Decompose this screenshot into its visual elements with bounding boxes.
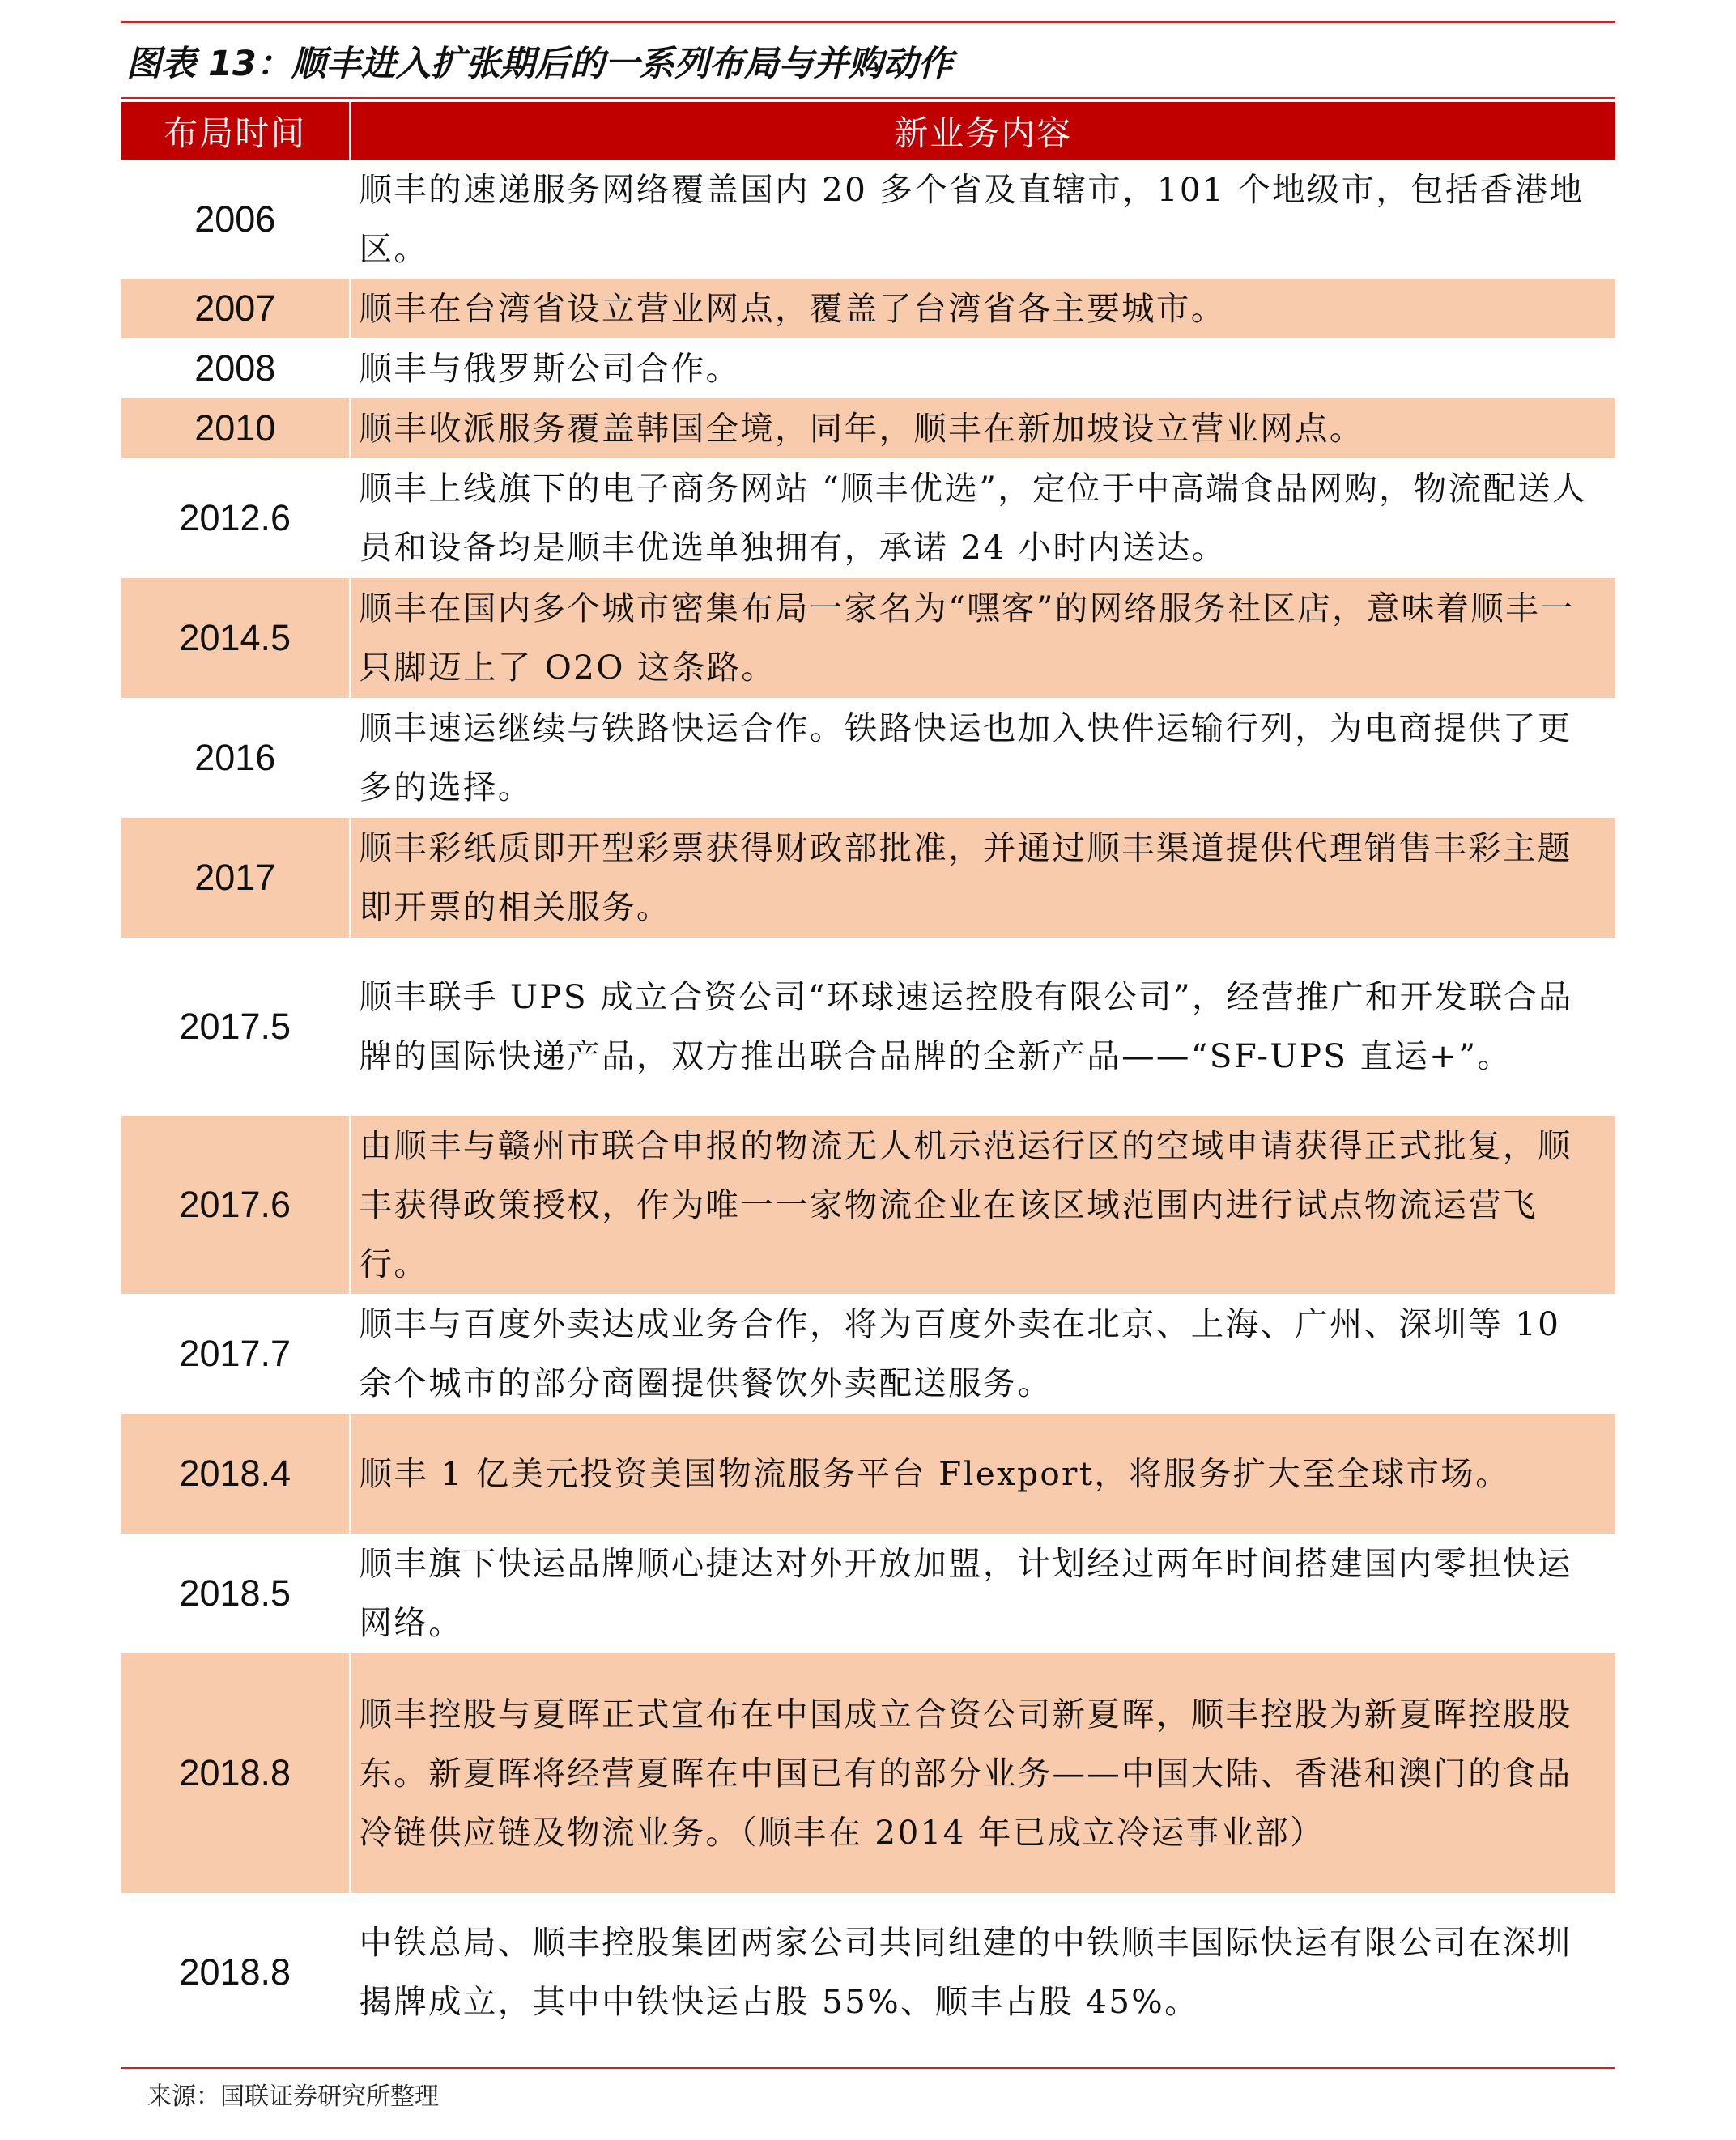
row-year: 2017.7 — [121, 1294, 350, 1414]
row-year: 2016 — [121, 698, 350, 818]
row-content: 顺丰控股与夏晖正式宣布在中国成立合资公司新夏晖，顺丰控股为新夏晖控股股东。新夏晖将经营夏晖在中国已有的部分业务——中国大陆、香港和澳门的食品冷链供应链及物流业务。（顺丰在 2014 年已成立冷运事业部） — [350, 1653, 1615, 1893]
row-year: 2014.5 — [121, 578, 350, 698]
row-year: 2017.6 — [121, 1116, 350, 1294]
row-year: 2012.6 — [121, 458, 350, 578]
header-year: 布局时间 — [121, 102, 350, 160]
table-row — [121, 698, 1615, 818]
table-row — [121, 1294, 1615, 1414]
table-row — [121, 1414, 1615, 1534]
table-header-row — [121, 102, 1615, 160]
table-row — [121, 1116, 1615, 1294]
table-row — [121, 160, 1615, 279]
row-content: 顺丰与俄罗斯公司合作。 — [359, 348, 741, 388]
row-content: 顺丰与百度外卖达成业务合作，将为百度外卖在北京、上海、广州、深圳等 10 余个城市的部分商圈提供餐饮外卖配送服务。 — [359, 1304, 1561, 1402]
table-row — [121, 1653, 1615, 1893]
source-note: 来源：国联证券研究所整理 — [147, 2083, 439, 2111]
row-year: 2018.4 — [121, 1414, 350, 1534]
row-content: 顺丰在国内多个城市密集布局一家名为“嘿客”的网络服务社区店，意味着顺丰一只脚迈上了 O2O 这条路。 — [350, 578, 1615, 698]
row-content: 由顺丰与赣州市联合申报的物流无人机示范运行区的空域申请获得正式批复，顺丰获得政策授权，作为唯一一家物流企业在该区域范围内进行试点物流运营飞行。 — [350, 1116, 1615, 1294]
title-rule — [121, 97, 1615, 99]
row-content: 顺丰上线旗下的电子商务网站 “顺丰优选”，定位于中高端食品网购，物流配送人员和设备均是顺丰优选单独拥有，承诺 24 小时内送达。 — [359, 469, 1587, 567]
table-row — [121, 338, 1615, 398]
row-year: 2008 — [121, 338, 350, 398]
expansion-table — [121, 102, 1615, 2052]
row-content: 顺丰在台湾省设立营业网点，覆盖了台湾省各主要城市。 — [350, 279, 1615, 338]
row-content: 顺丰收派服务覆盖韩国全境，同年，顺丰在新加坡设立营业网点。 — [350, 398, 1615, 458]
row-content: 中铁总局、顺丰控股集团两家公司共同组建的中铁顺丰国际快运有限公司在深圳揭牌成立，其中中铁快运占股 55%、顺丰占股 45%。 — [359, 1923, 1572, 2021]
row-year: 2007 — [121, 279, 350, 338]
table-row — [121, 279, 1615, 338]
header-content: 新业务内容 — [350, 102, 1615, 160]
row-year: 2010 — [121, 398, 350, 458]
row-year: 2017.5 — [121, 938, 350, 1116]
row-content: 顺丰彩纸质即开型彩票获得财政部批准，并通过顺丰渠道提供代理销售丰彩主题即开票的相关服务。 — [350, 818, 1615, 938]
row-content: 顺丰的速递服务网络覆盖国内 20 多个省及直辖市，101 个地级市，包括香港地区。 — [359, 170, 1585, 268]
row-year: 2018.8 — [121, 1893, 350, 2052]
row-content: 顺丰旗下快运品牌顺心捷达对外开放加盟，计划经过两年时间搭建国内零担快运网络。 — [359, 1544, 1572, 1642]
table-row — [121, 458, 1615, 578]
table-row — [121, 818, 1615, 938]
row-content: 顺丰 1 亿美元投资美国物流服务平台 Flexport，将服务扩大至全球市场。 — [350, 1414, 1615, 1534]
table-row — [121, 1534, 1615, 1653]
row-year: 2017 — [121, 818, 350, 938]
bottom-rule — [121, 2067, 1615, 2069]
table-row — [121, 398, 1615, 458]
figure-title: 图表 13：顺丰进入扩张期后的一系列布局与并购动作 — [126, 44, 953, 84]
table-row — [121, 938, 1615, 1116]
row-year: 2018.5 — [121, 1534, 350, 1653]
top-rule — [121, 21, 1615, 23]
row-content: 顺丰速运继续与铁路快运合作。铁路快运也加入快件运输行列，为电商提供了更多的选择。 — [359, 708, 1572, 806]
row-content: 顺丰联手 UPS 成立合资公司“环球速运控股有限公司”，经营推广和开发联合品牌的国际快递产品，双方推出联合品牌的全新产品——“SF-UPS 直运+”。 — [359, 977, 1573, 1075]
table-row — [121, 578, 1615, 698]
row-year: 2006 — [121, 160, 350, 279]
table-row — [121, 1893, 1615, 2052]
row-year: 2018.8 — [121, 1653, 350, 1893]
